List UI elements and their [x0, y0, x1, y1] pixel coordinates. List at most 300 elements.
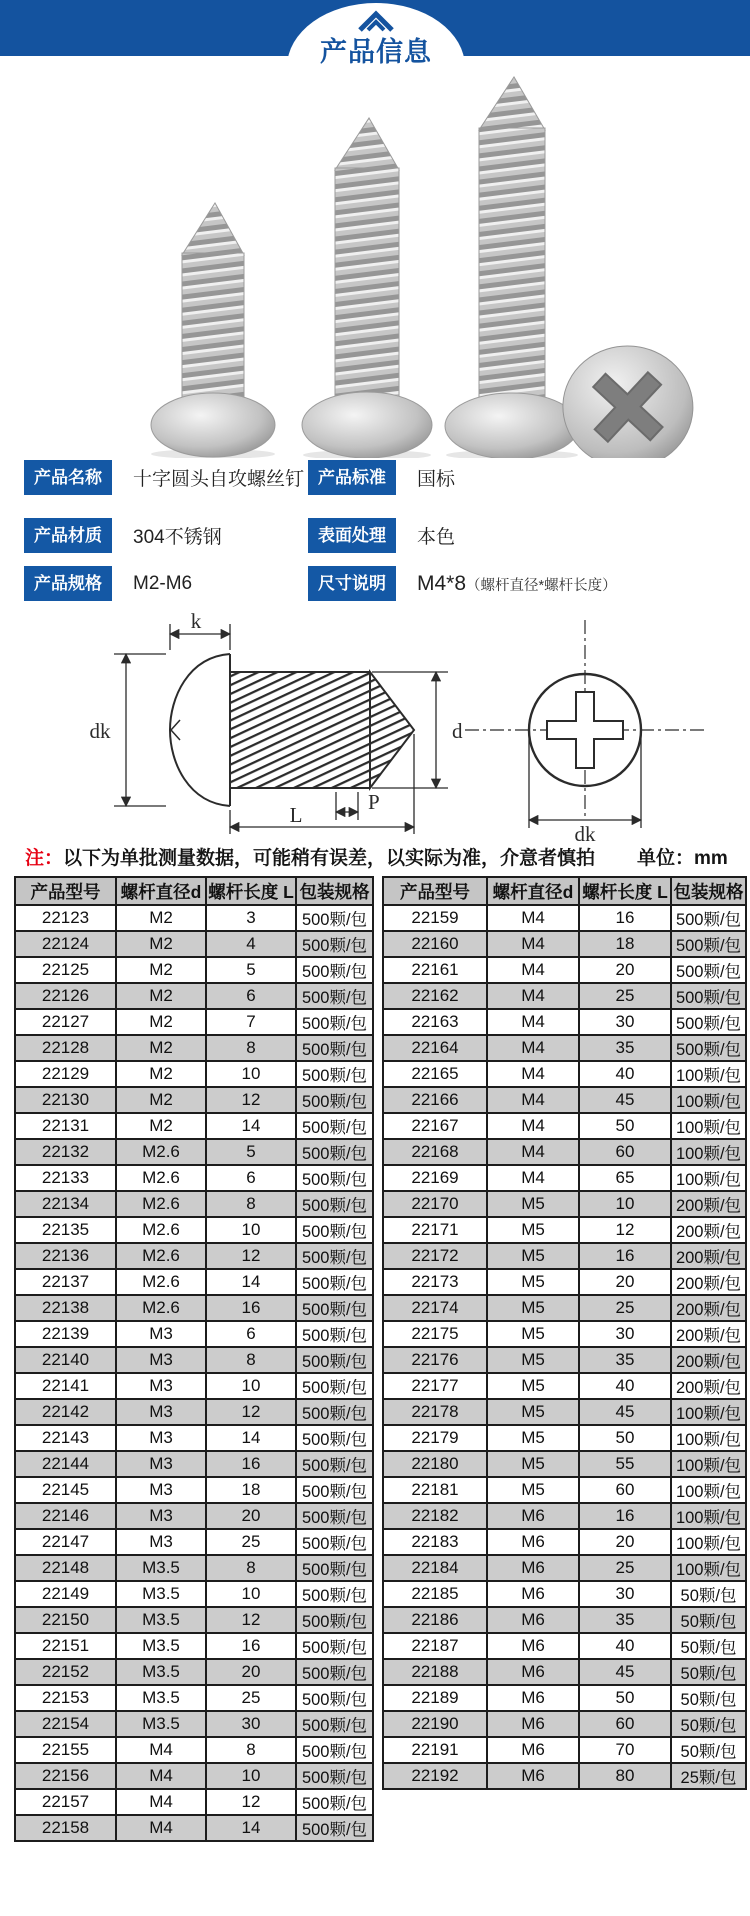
table-cell: 22134: [15, 1191, 116, 1217]
table-cell: 500颗/包: [296, 957, 373, 983]
table-cell: 22137: [15, 1269, 116, 1295]
table-cell: M6: [487, 1763, 579, 1789]
table-cell: 8: [206, 1191, 296, 1217]
table-row: [383, 1191, 746, 1217]
table-cell: 20: [579, 1529, 671, 1555]
table-cell: 22131: [15, 1113, 116, 1139]
table-row: [383, 1009, 746, 1035]
table-cell: 22154: [15, 1711, 116, 1737]
table-cell: 500颗/包: [671, 983, 746, 1009]
table-cell: M4: [487, 931, 579, 957]
table-cell: 22162: [383, 983, 487, 1009]
table-row: [15, 1139, 373, 1165]
table-row: [383, 1165, 746, 1191]
table-cell: M3: [116, 1477, 206, 1503]
table-cell: 22145: [15, 1477, 116, 1503]
table-cell: M3: [116, 1321, 206, 1347]
table-row: [15, 1009, 373, 1035]
table-cell: 55: [579, 1451, 671, 1477]
table-row: [383, 1061, 746, 1087]
table-cell: 22171: [383, 1217, 487, 1243]
dimension-label-p: P: [368, 790, 380, 814]
table-row: [383, 1633, 746, 1659]
table-cell: 22130: [15, 1087, 116, 1113]
table-cell: 30: [579, 1581, 671, 1607]
table-cell: 500颗/包: [296, 1737, 373, 1763]
table-cell: 22180: [383, 1451, 487, 1477]
table-cell: M4: [487, 1035, 579, 1061]
table-cell: 22128: [15, 1035, 116, 1061]
table-cell: 500颗/包: [296, 1295, 373, 1321]
table-cell: 200颗/包: [671, 1295, 746, 1321]
attr-label: 表面处理: [308, 518, 396, 553]
table-cell: 65: [579, 1165, 671, 1191]
table-cell: 16: [206, 1295, 296, 1321]
table-cell: 20: [579, 1269, 671, 1295]
table-row: [15, 1659, 373, 1685]
table-cell: M3.5: [116, 1633, 206, 1659]
table-cell: 22172: [383, 1243, 487, 1269]
table-row: [383, 1451, 746, 1477]
table-row: [383, 1425, 746, 1451]
table-cell: M2: [116, 983, 206, 1009]
table-row: [15, 1529, 373, 1555]
table-cell: 22126: [15, 983, 116, 1009]
table-cell: 500颗/包: [671, 957, 746, 983]
table-cell: 500颗/包: [296, 1191, 373, 1217]
table-cell: 10: [206, 1061, 296, 1087]
table-cell: 100颗/包: [671, 1503, 746, 1529]
table-cell: 22186: [383, 1607, 487, 1633]
table-cell: M2.6: [116, 1191, 206, 1217]
table-row: [15, 1113, 373, 1139]
attr-row-3: [0, 566, 750, 602]
table-cell: M6: [487, 1685, 579, 1711]
table-cell: 40: [579, 1633, 671, 1659]
table-cell: M4: [116, 1737, 206, 1763]
table-row: [15, 1451, 373, 1477]
table-cell: 500颗/包: [296, 1503, 373, 1529]
table-cell: 500颗/包: [671, 931, 746, 957]
table-row: [383, 1555, 746, 1581]
banner-title: 产品信息: [320, 37, 432, 67]
table-cell: M2.6: [116, 1243, 206, 1269]
table-row: [15, 1269, 373, 1295]
table-cell: M4: [487, 1139, 579, 1165]
table-cell: 500颗/包: [296, 1269, 373, 1295]
table-cell: M5: [487, 1295, 579, 1321]
table-row: [383, 1087, 746, 1113]
table-cell: M5: [487, 1217, 579, 1243]
table-cell: M2: [116, 931, 206, 957]
table-cell: 12: [206, 1399, 296, 1425]
table-cell: 500颗/包: [296, 1789, 373, 1815]
note-text: 以下为单批测量数据，可能稍有误差，以实际为准，介意者慎拍: [63, 848, 596, 869]
table-cell: M4: [116, 1763, 206, 1789]
table-cell: 35: [579, 1607, 671, 1633]
table-row: [383, 983, 746, 1009]
table-cell: 4: [206, 931, 296, 957]
table-cell: M5: [487, 1373, 579, 1399]
table-cell: M6: [487, 1581, 579, 1607]
table-cell: 50颗/包: [671, 1659, 746, 1685]
table-cell: M3.5: [116, 1555, 206, 1581]
table-cell: M2: [116, 1087, 206, 1113]
table-cell: 100颗/包: [671, 1451, 746, 1477]
table-cell: M2.6: [116, 1217, 206, 1243]
table-cell: 500颗/包: [296, 1113, 373, 1139]
table-row: [383, 931, 746, 957]
table-cell: 100颗/包: [671, 1399, 746, 1425]
table-cell: 22147: [15, 1529, 116, 1555]
table-cell: 25: [206, 1529, 296, 1555]
table-cell: 40: [579, 1373, 671, 1399]
table-cell: M5: [487, 1347, 579, 1373]
table-cell: 40: [579, 1061, 671, 1087]
table-cell: 8: [206, 1035, 296, 1061]
col-header-length: 螺杆长度 L: [579, 877, 671, 905]
table-row: [15, 1477, 373, 1503]
table-cell: 500颗/包: [296, 1477, 373, 1503]
phillips-cross-drawing: [547, 692, 623, 768]
table-cell: 500颗/包: [296, 1373, 373, 1399]
table-cell: 25: [579, 983, 671, 1009]
table-cell: M4: [487, 957, 579, 983]
table-cell: 22124: [15, 931, 116, 957]
table-cell: 6: [206, 1165, 296, 1191]
spec-table-right: [382, 876, 747, 1790]
table-row: [15, 1399, 373, 1425]
chevron-up-icon: [355, 8, 397, 32]
table-cell: 10: [206, 1217, 296, 1243]
table-cell: 22144: [15, 1451, 116, 1477]
attr-value: [417, 572, 617, 596]
table-header-row: [15, 877, 373, 905]
table-cell: 14: [206, 1425, 296, 1451]
table-cell: M2.6: [116, 1139, 206, 1165]
table-cell: 50: [579, 1425, 671, 1451]
table-cell: M5: [487, 1321, 579, 1347]
table-cell: 500颗/包: [296, 1711, 373, 1737]
table-cell: M3: [116, 1529, 206, 1555]
table-cell: 22155: [15, 1737, 116, 1763]
table-cell: 500颗/包: [296, 1321, 373, 1347]
table-cell: M2.6: [116, 1165, 206, 1191]
table-cell: 16: [579, 1243, 671, 1269]
table-cell: 100颗/包: [671, 1555, 746, 1581]
table-row: [15, 1503, 373, 1529]
table-row: [15, 1763, 373, 1789]
table-cell: 100颗/包: [671, 1087, 746, 1113]
table-cell: 22127: [15, 1009, 116, 1035]
attr-label: 产品规格: [24, 566, 112, 601]
table-cell: 8: [206, 1347, 296, 1373]
table-cell: 22178: [383, 1399, 487, 1425]
table-row: [383, 1685, 746, 1711]
table-row: [383, 1607, 746, 1633]
table-cell: 22149: [15, 1581, 116, 1607]
table-row: [15, 1061, 373, 1087]
table-cell: 14: [206, 1113, 296, 1139]
table-cell: M4: [487, 1165, 579, 1191]
table-cell: 30: [579, 1321, 671, 1347]
table-cell: 22192: [383, 1763, 487, 1789]
table-cell: M2: [116, 957, 206, 983]
table-cell: M3: [116, 1451, 206, 1477]
table-row: [15, 1607, 373, 1633]
table-cell: 22133: [15, 1165, 116, 1191]
table-cell: 500颗/包: [296, 1087, 373, 1113]
screw-large: [445, 77, 579, 458]
dimension-label-dk-front: dk: [574, 822, 596, 842]
table-cell: 22139: [15, 1321, 116, 1347]
table-header-row: [383, 877, 746, 905]
table-cell: M3: [116, 1399, 206, 1425]
table-cell: 35: [579, 1035, 671, 1061]
table-cell: 500颗/包: [296, 1035, 373, 1061]
table-row: [383, 1737, 746, 1763]
table-cell: 500颗/包: [296, 1633, 373, 1659]
table-cell: 22135: [15, 1217, 116, 1243]
table-cell: 22174: [383, 1295, 487, 1321]
table-cell: 10: [206, 1581, 296, 1607]
table-cell: M5: [487, 1399, 579, 1425]
table-cell: 500颗/包: [671, 1035, 746, 1061]
table-cell: 100颗/包: [671, 1425, 746, 1451]
table-cell: 12: [206, 1607, 296, 1633]
table-cell: 20: [206, 1503, 296, 1529]
table-row: [383, 1581, 746, 1607]
table-row: [15, 1685, 373, 1711]
table-cell: M6: [487, 1529, 579, 1555]
table-row: [15, 1087, 373, 1113]
table-cell: 12: [206, 1789, 296, 1815]
screw-medium: [302, 118, 432, 458]
table-row: [15, 1373, 373, 1399]
table-row: [15, 1581, 373, 1607]
table-cell: 500颗/包: [296, 1347, 373, 1373]
table-cell: M3.5: [116, 1685, 206, 1711]
table-row: [383, 1529, 746, 1555]
table-cell: 500颗/包: [296, 1139, 373, 1165]
table-cell: 500颗/包: [296, 1815, 373, 1841]
table-cell: M4: [487, 905, 579, 931]
table-cell: 22157: [15, 1789, 116, 1815]
table-row: [383, 1243, 746, 1269]
table-cell: 22164: [383, 1035, 487, 1061]
table-cell: 22166: [383, 1087, 487, 1113]
measurement-note: [25, 843, 728, 870]
table-cell: 500颗/包: [296, 1529, 373, 1555]
table-cell: 7: [206, 1009, 296, 1035]
table-cell: 22125: [15, 957, 116, 983]
attr-label: 产品名称: [24, 460, 112, 495]
table-cell: M2: [116, 1061, 206, 1087]
table-cell: 22142: [15, 1399, 116, 1425]
table-row: [15, 983, 373, 1009]
table-cell: 22140: [15, 1347, 116, 1373]
table-cell: 22136: [15, 1243, 116, 1269]
table-cell: 70: [579, 1737, 671, 1763]
table-cell: 45: [579, 1399, 671, 1425]
table-cell: 25颗/包: [671, 1763, 746, 1789]
table-row: [383, 1139, 746, 1165]
table-cell: 22143: [15, 1425, 116, 1451]
table-cell: 22190: [383, 1711, 487, 1737]
table-row: [383, 1269, 746, 1295]
table-cell: 22132: [15, 1139, 116, 1165]
table-row: [15, 1555, 373, 1581]
table-cell: 500颗/包: [296, 905, 373, 931]
table-cell: 80: [579, 1763, 671, 1789]
table-cell: 22181: [383, 1477, 487, 1503]
table-row: [15, 1321, 373, 1347]
dimension-label-l: L: [289, 803, 303, 827]
table-cell: M6: [487, 1711, 579, 1737]
table-cell: M4: [116, 1789, 206, 1815]
table-cell: 200颗/包: [671, 1269, 746, 1295]
table-cell: M5: [487, 1243, 579, 1269]
table-cell: 16: [579, 1503, 671, 1529]
table-cell: 50: [579, 1685, 671, 1711]
table-cell: 25: [206, 1685, 296, 1711]
table-cell: M4: [487, 1113, 579, 1139]
table-cell: M3: [116, 1425, 206, 1451]
table-cell: 22188: [383, 1659, 487, 1685]
table-cell: 22129: [15, 1061, 116, 1087]
table-cell: 50颗/包: [671, 1711, 746, 1737]
table-cell: M3: [116, 1347, 206, 1373]
table-row: [383, 1373, 746, 1399]
table-cell: M3.5: [116, 1711, 206, 1737]
attr-value: M2-M6: [133, 572, 193, 594]
table-cell: 500颗/包: [296, 1451, 373, 1477]
table-row: [383, 1347, 746, 1373]
table-cell: 500颗/包: [296, 1425, 373, 1451]
table-cell: 45: [579, 1087, 671, 1113]
table-cell: 60: [579, 1711, 671, 1737]
table-row: [15, 1191, 373, 1217]
table-cell: M6: [487, 1555, 579, 1581]
banner: [0, 0, 750, 67]
table-cell: M2: [116, 1035, 206, 1061]
dimension-label-dk-side: dk: [89, 719, 111, 743]
table-cell: M3: [116, 1503, 206, 1529]
table-cell: M2: [116, 1113, 206, 1139]
attr-row-1: [0, 460, 750, 496]
technical-drawing: [0, 606, 750, 842]
table-cell: 500颗/包: [296, 983, 373, 1009]
table-cell: 22173: [383, 1269, 487, 1295]
table-cell: M5: [487, 1477, 579, 1503]
table-cell: 45: [579, 1659, 671, 1685]
table-cell: 22177: [383, 1373, 487, 1399]
product-photo: [0, 55, 750, 458]
front-view: [465, 620, 705, 828]
side-view: [114, 624, 448, 834]
table-cell: 22156: [15, 1763, 116, 1789]
table-cell: 500颗/包: [296, 1009, 373, 1035]
table-cell: M5: [487, 1269, 579, 1295]
table-row: [383, 1399, 746, 1425]
table-row: [15, 1425, 373, 1451]
table-cell: 22148: [15, 1555, 116, 1581]
table-row: [15, 1295, 373, 1321]
table-cell: 100颗/包: [671, 1477, 746, 1503]
table-cell: 6: [206, 1321, 296, 1347]
size-spec-suffix: （螺杆直径*螺杆长度）: [466, 577, 617, 594]
table-cell: 60: [579, 1477, 671, 1503]
table-row: [15, 1815, 373, 1841]
table-cell: 22123: [15, 905, 116, 931]
table-cell: 6: [206, 983, 296, 1009]
table-cell: 22138: [15, 1295, 116, 1321]
table-cell: 22170: [383, 1191, 487, 1217]
table-row: [15, 1711, 373, 1737]
attr-label: 产品标准: [308, 460, 396, 495]
table-cell: 500颗/包: [296, 1581, 373, 1607]
table-cell: 500颗/包: [296, 1685, 373, 1711]
table-row: [15, 905, 373, 931]
dimension-label-d: d: [452, 719, 463, 743]
table-cell: 22182: [383, 1503, 487, 1529]
table-cell: 22167: [383, 1113, 487, 1139]
table-cell: M6: [487, 1633, 579, 1659]
unit-label: 单位：mm: [637, 848, 728, 869]
col-header-packaging: 包装规格: [671, 877, 746, 905]
table-cell: 200颗/包: [671, 1243, 746, 1269]
table-row: [383, 1035, 746, 1061]
table-cell: 22176: [383, 1347, 487, 1373]
table-cell: 50: [579, 1113, 671, 1139]
table-cell: M6: [487, 1503, 579, 1529]
table-cell: M5: [487, 1425, 579, 1451]
size-spec-value: M4*8: [417, 571, 467, 595]
table-cell: 500颗/包: [296, 1607, 373, 1633]
table-row: [15, 1347, 373, 1373]
table-cell: 22179: [383, 1425, 487, 1451]
table-cell: 12: [579, 1217, 671, 1243]
table-cell: 10: [206, 1373, 296, 1399]
table-cell: 22169: [383, 1165, 487, 1191]
table-cell: 100颗/包: [671, 1529, 746, 1555]
table-cell: 22163: [383, 1009, 487, 1035]
table-cell: 22165: [383, 1061, 487, 1087]
col-header-packaging: 包装规格: [296, 877, 373, 905]
table-cell: 18: [579, 931, 671, 957]
attr-label: 产品材质: [24, 518, 112, 553]
table-cell: M3.5: [116, 1659, 206, 1685]
table-cell: 500颗/包: [671, 1009, 746, 1035]
col-header-diameter: 螺杆直径d: [116, 877, 206, 905]
table-cell: 500颗/包: [671, 905, 746, 931]
table-cell: 22141: [15, 1373, 116, 1399]
table-cell: M6: [487, 1737, 579, 1763]
table-cell: M5: [487, 1191, 579, 1217]
table-cell: 50颗/包: [671, 1737, 746, 1763]
table-cell: 35: [579, 1347, 671, 1373]
attr-label: 尺寸说明: [308, 566, 396, 601]
table-cell: 3: [206, 905, 296, 931]
col-header-length: 螺杆长度 L: [206, 877, 296, 905]
attr-value: 本色: [417, 527, 456, 548]
table-cell: 12: [206, 1087, 296, 1113]
table-cell: 500颗/包: [296, 1659, 373, 1685]
table-cell: 60: [579, 1139, 671, 1165]
table-cell: 200颗/包: [671, 1217, 746, 1243]
table-cell: 5: [206, 957, 296, 983]
table-cell: M6: [487, 1607, 579, 1633]
